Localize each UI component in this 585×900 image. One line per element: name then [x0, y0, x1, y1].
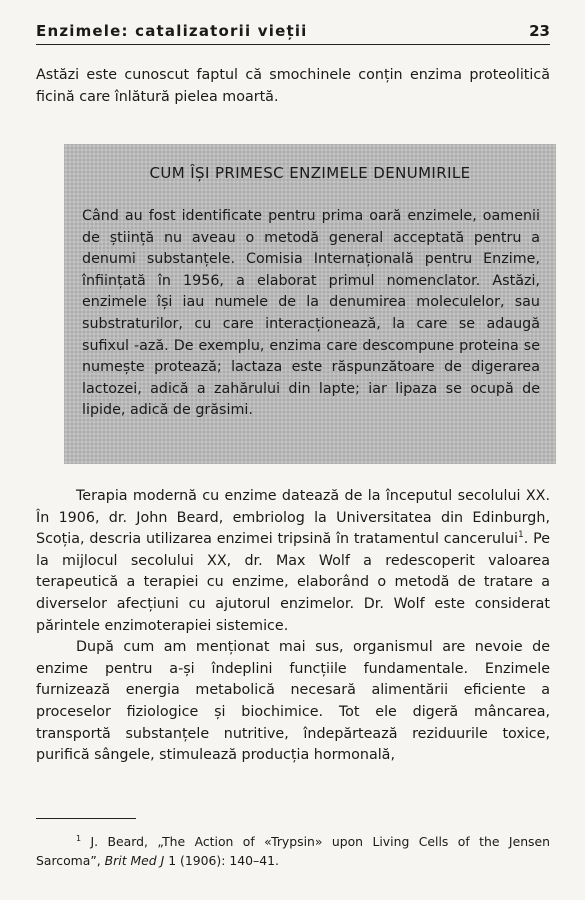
- footnote-text: J. Beard, „The Action of «Trypsin» upon Living Cells of the Jensen Sarcoma”,: [36, 834, 550, 868]
- page-header: [36, 20, 550, 45]
- body-text: [36, 486, 550, 767]
- sidebar-box-text: Când au fost identificate pentru prima oară enzimele, oamenii de știință nu aveau o metodă general acceptată pentru a denumi substanțele. Comisia Internațională pentru Enzime, înființată în 1956, a elaborat primul nomenclator. Astăzi, enzimele își iau numele de la denumirea moleculelor, sau substraturilor, cu care interacționează, la care se adaugă sufixul -ază. De exemplu, enzima care descompune proteina se numește protează; lactaza este răspunzătoare de digerarea lactozei, adică a zahărului din lapte; iar lipaza se ocupă de lipide, adică de grăsimi.: [82, 208, 540, 419]
- body-paragraph-1-text: Terapia modernă cu enzime datează de la începutul secolului XX. În 1906, dr. John Beard, embriolog la Universitatea din Edinburgh, Scoția, descria utilizarea enzimei tripsină în tratamentul cancerului: [36, 488, 550, 548]
- running-title: Enzimele: catalizatorii vieții: [36, 22, 308, 40]
- body-paragraph-2: După cum am menționat mai sus, organismul are nevoie de enzime pentru a-și îndeplini funcțiile fundamentale. Enzimele furnizează energia metabolică necesară alimentării eficiente a proceselor fiziologice și biochimice. Tot ele digeră mâncarea, transportă substanțele nutritive, îndepărtează reziduurile toxice, purifică sângele, stimulează producția hormonală,: [36, 639, 550, 764]
- intro-paragraph: Astăzi este cunoscut faptul că smochinele conțin enzima proteolitică ficină care înlătură pielea moartă.: [36, 67, 550, 105]
- body-paragraph-1-continued: . Pe la mijlocul secolului XX, dr. Max Wolf a redescoperit valoarea terapeutică a terapiei cu enzime, elaborând o metodă de tratare a diverselor afecțiuni cu ajutorul enzimelor. Dr. Wolf este considerat părintele enzimoterapiei sistemice.: [36, 531, 550, 634]
- footnote-reference[interactable]: 1: [518, 530, 524, 541]
- footnote-divider: [36, 818, 136, 819]
- footnote-mark: 1: [76, 833, 82, 843]
- footnote: [36, 832, 550, 870]
- footnote-journal: Brit Med J: [104, 853, 165, 868]
- sidebar-box: [64, 144, 556, 464]
- footnote-citation: 1 (1906): 140–41.: [168, 853, 279, 868]
- body-paragraph-1: [36, 486, 550, 637]
- sidebar-box-title: CUM ÎȘI PRIMESC ENZIMELE DENUMIRILE: [149, 164, 471, 182]
- page-number: 23: [529, 22, 550, 40]
